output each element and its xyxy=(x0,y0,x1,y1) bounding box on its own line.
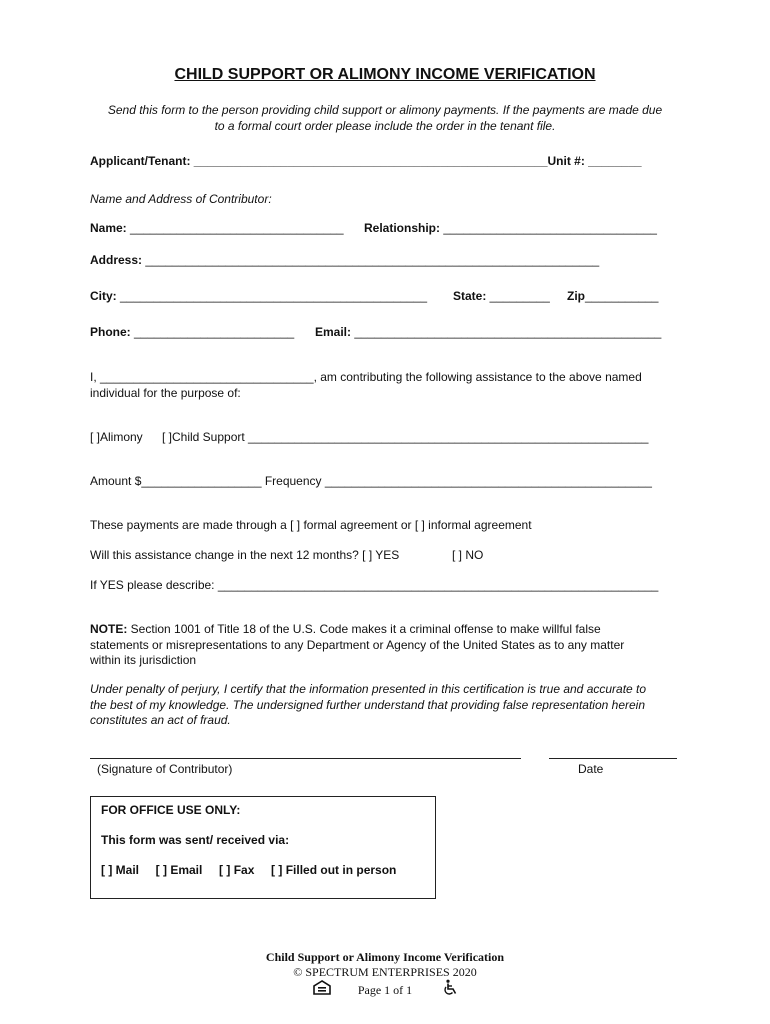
relationship-field[interactable]: ________________________________ xyxy=(440,221,657,235)
name-label: Name: xyxy=(90,221,127,235)
intro-line-2: to a formal court order please include the order in the tenant file. xyxy=(214,119,556,133)
applicant-label: Applicant/Tenant: xyxy=(90,154,194,168)
applicant-row xyxy=(90,154,642,168)
certification-text xyxy=(90,682,646,729)
change-no-option[interactable]: [ ] NO xyxy=(452,548,484,562)
describe-field[interactable]: If YES please describe: __________________________________________________________________ xyxy=(90,578,659,592)
change-yes-option[interactable]: Will this assistance change in the next 12 months? [ ] YES xyxy=(90,548,400,562)
office-in-person-checkbox[interactable]: [ ] Filled out in person xyxy=(271,863,397,877)
state-label: State: xyxy=(453,289,487,303)
note-label: NOTE: xyxy=(90,622,128,636)
email-label: Email: xyxy=(315,325,352,339)
zip-field[interactable]: ___________ xyxy=(585,289,659,303)
alimony-checkbox[interactable]: [ ]Alimony xyxy=(90,430,143,444)
signature-label: (Signature of Contributor) xyxy=(97,762,233,776)
statement-line-1[interactable]: I, ________________________________, am contributing the following assistance to the above named xyxy=(90,370,642,384)
legal-note xyxy=(90,622,624,669)
address-row xyxy=(90,253,599,267)
name-row xyxy=(90,221,344,235)
contribution-statement xyxy=(90,370,642,401)
office-mail-checkbox[interactable]: [ ] Mail xyxy=(101,863,139,877)
name-field[interactable]: ________________________________ xyxy=(126,221,344,235)
zip-label: Zip xyxy=(567,289,585,303)
email-row xyxy=(315,325,661,339)
child-support-checkbox[interactable]: [ ]Child Support ____________________________________________________________ xyxy=(162,430,649,444)
note-line-2: statements or misrepresentations to any Department or Agency of the United States as to any matter xyxy=(90,637,625,652)
office-use-box xyxy=(90,796,436,899)
equal-housing-icon xyxy=(313,980,331,995)
note-line-1: Section 1001 of Title 18 of the U.S. Code makes it a criminal offense to make willful false xyxy=(127,622,601,636)
intro-text xyxy=(0,102,770,134)
intro-line-1: Send this form to the person providing child support or alimony payments. If the payments are made due xyxy=(107,103,663,117)
office-email-checkbox[interactable]: [ ] Email xyxy=(155,863,203,877)
address-label: Address: xyxy=(90,253,143,267)
certification-line-1: Under penalty of perjury, I certify that the information presented in this certification is true and accurate to xyxy=(90,682,647,696)
phone-row xyxy=(90,325,294,339)
relationship-label: Relationship: xyxy=(364,221,441,235)
date-line[interactable] xyxy=(549,758,677,759)
zip-row xyxy=(567,289,658,303)
office-options xyxy=(101,863,396,877)
phone-field[interactable]: ________________________ xyxy=(130,325,295,339)
applicant-field[interactable]: _____________________________________________________ xyxy=(193,154,548,168)
date-label: Date xyxy=(578,762,604,776)
footer-form-title: Child Support or Alimony Income Verification xyxy=(265,950,505,964)
form-title: CHILD SUPPORT OR ALIMONY INCOME VERIFICATION xyxy=(174,66,596,83)
office-heading: FOR OFFICE USE ONLY: xyxy=(101,803,241,817)
relationship-row xyxy=(364,221,657,235)
city-label: City: xyxy=(90,289,117,303)
phone-label: Phone: xyxy=(90,325,131,339)
signature-line[interactable] xyxy=(90,758,521,759)
city-field[interactable]: ______________________________________________ xyxy=(116,289,428,303)
address-field[interactable]: ____________________________________________________________________ xyxy=(142,253,600,267)
state-row xyxy=(453,289,550,303)
email-field[interactable]: ______________________________________________ xyxy=(351,325,662,339)
city-row xyxy=(90,289,427,303)
state-field[interactable]: _________ xyxy=(486,289,550,303)
statement-line-2: individual for the purpose of: xyxy=(90,385,241,400)
note-line-3: within its jurisdiction xyxy=(90,653,197,667)
certification-line-3: constitutes an act of fraud. xyxy=(90,713,231,727)
agreement-type-options[interactable]: These payments are made through a [ ] formal agreement or [ ] informal agreement xyxy=(90,518,532,532)
footer-copyright: © SPECTRUM ENTERPRISES 2020 xyxy=(293,965,477,979)
accessibility-icon xyxy=(443,979,459,996)
footer-page-number: Page 1 of 1 xyxy=(357,983,413,997)
certification-line-2: the best of my knowledge. The undersigned further understand that providing false representation herein xyxy=(90,697,646,712)
amount-frequency-field[interactable]: Amount $__________________ Frequency _________________________________________________ xyxy=(90,474,652,488)
office-sent-label: This form was sent/ received via: xyxy=(101,833,290,847)
unit-field[interactable]: Unit #: ________ xyxy=(547,154,642,168)
office-fax-checkbox[interactable]: [ ] Fax xyxy=(219,863,255,877)
contributor-heading: Name and Address of Contributor: xyxy=(90,192,272,206)
